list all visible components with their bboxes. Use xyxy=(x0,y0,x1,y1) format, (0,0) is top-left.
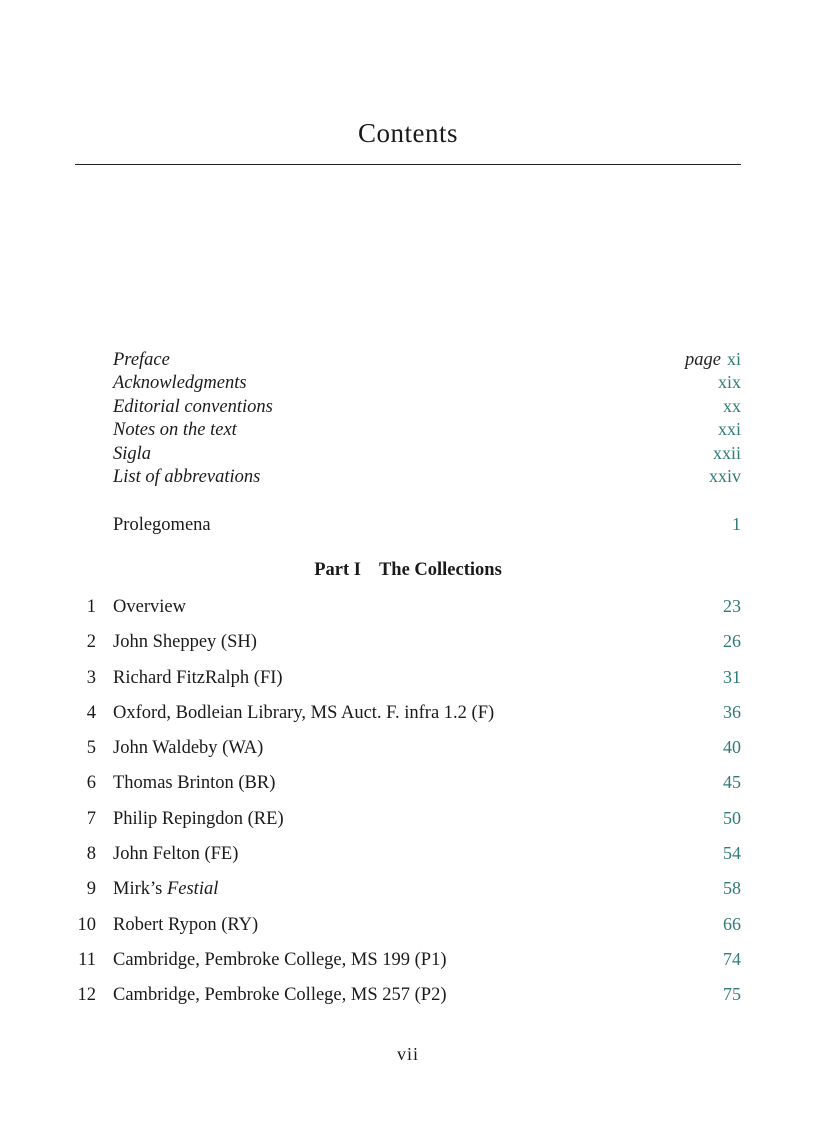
chapter-title: Philip Repingdon (RE) xyxy=(113,808,284,829)
chapter-entry[interactable] xyxy=(60,984,741,1019)
toc-entry-preface[interactable] xyxy=(113,349,741,372)
chapter-page: 66 xyxy=(723,913,741,934)
page-prefix: page xyxy=(685,350,721,370)
part-title: The Collections xyxy=(378,560,502,580)
toc-entry-label: Prolegomena xyxy=(113,515,211,535)
page-folio: vii xyxy=(396,1044,419,1064)
chapter-entry[interactable] xyxy=(60,702,741,737)
chapter-title: Richard FitzRalph (FI) xyxy=(113,667,283,688)
chapter-list xyxy=(60,596,741,1020)
chapter-number: 7 xyxy=(86,808,96,829)
chapter-entry[interactable] xyxy=(60,878,741,913)
chapter-title: Robert Rypon (RY) xyxy=(113,914,259,935)
toc-entry-editorial-conventions[interactable] xyxy=(113,396,741,419)
toc-entry-label: List of abbrevations xyxy=(113,466,261,487)
toc-entry-label: Preface xyxy=(113,350,170,370)
chapter-entry[interactable] xyxy=(60,914,741,949)
toc-entry-acknowledgments[interactable] xyxy=(113,372,741,395)
chapter-title: Oxford, Bodleian Library, MS Auct. F. infra 1.2 (F) xyxy=(113,702,495,723)
toc-entry-label: Notes on the text xyxy=(113,420,237,441)
toc-entry-page: xxi xyxy=(717,419,741,440)
chapter-page: 54 xyxy=(723,843,741,864)
chapter-entry[interactable] xyxy=(60,667,741,702)
chapter-number: 9 xyxy=(86,879,96,900)
chapter-number: 6 xyxy=(86,773,96,794)
chapter-entry[interactable] xyxy=(60,596,741,631)
toc-entry-page: xx xyxy=(723,395,741,416)
toc-entry-label: Sigla xyxy=(113,443,152,464)
toc-entry-list-of-abbreviations[interactable] xyxy=(113,466,741,489)
chapter-page: 26 xyxy=(723,631,741,652)
chapter-title: Cambridge, Pembroke College, MS 257 (P2) xyxy=(113,985,447,1006)
chapter-number: 10 xyxy=(77,914,96,935)
chapter-number: 4 xyxy=(86,702,96,723)
chapter-page: 45 xyxy=(723,772,741,793)
chapter-title-prefix: Mirk’s xyxy=(113,879,167,900)
chapter-entry[interactable] xyxy=(60,737,741,772)
chapter-number: 1 xyxy=(86,597,96,617)
chapter-title: Overview xyxy=(113,597,186,617)
title-rule xyxy=(75,164,741,165)
chapter-number: 5 xyxy=(86,738,96,759)
chapter-page: 58 xyxy=(723,878,741,899)
chapter-number: 3 xyxy=(86,667,96,688)
chapter-page: 31 xyxy=(723,666,741,687)
chapter-number: 2 xyxy=(86,632,96,653)
part-number: Part I xyxy=(314,560,361,580)
toc-entry-page: xi xyxy=(726,349,741,369)
chapter-number: 11 xyxy=(78,949,96,970)
toc-entry-label: Acknowledgments xyxy=(113,373,247,394)
chapter-page: 40 xyxy=(723,737,741,758)
chapter-title-italic: Festial xyxy=(166,879,219,900)
chapter-number: 12 xyxy=(77,985,96,1006)
chapter-title: John Waldeby (WA) xyxy=(113,738,264,759)
chapter-entry[interactable] xyxy=(60,843,741,878)
chapter-title: Cambridge, Pembroke College, MS 199 (P1) xyxy=(113,949,447,970)
chapter-entry[interactable] xyxy=(60,808,741,843)
chapter-number: 8 xyxy=(86,844,96,865)
toc-entry-sigla[interactable] xyxy=(113,443,741,466)
chapter-page: 75 xyxy=(723,984,741,1005)
part-heading xyxy=(0,560,816,581)
chapter-title: John Felton (FE) xyxy=(113,844,239,865)
chapter-title: John Sheppey (SH) xyxy=(113,632,257,653)
chapter-entry[interactable] xyxy=(60,772,741,807)
chapter-page: 23 xyxy=(723,596,741,616)
front-matter-list xyxy=(113,349,741,489)
toc-entry-page: 1 xyxy=(732,514,741,534)
toc-entry-notes-on-the-text[interactable] xyxy=(113,419,741,442)
chapter-entry[interactable] xyxy=(60,631,741,666)
chapter-entry[interactable] xyxy=(60,949,741,984)
chapter-page: 50 xyxy=(723,807,741,828)
toc-entry-page: xxiv xyxy=(708,465,741,486)
toc-entry-page: xxii xyxy=(712,442,741,463)
chapter-title: Thomas Brinton (BR) xyxy=(113,773,276,794)
chapter-page: 74 xyxy=(723,948,741,969)
chapter-page: 36 xyxy=(723,701,741,722)
toc-entry-label: Editorial conventions xyxy=(113,396,273,417)
chapter-title xyxy=(113,879,723,900)
toc-entry-page: xix xyxy=(717,372,741,393)
toc-entry-prolegomena[interactable] xyxy=(113,514,741,536)
page-title: Contents xyxy=(357,118,458,148)
